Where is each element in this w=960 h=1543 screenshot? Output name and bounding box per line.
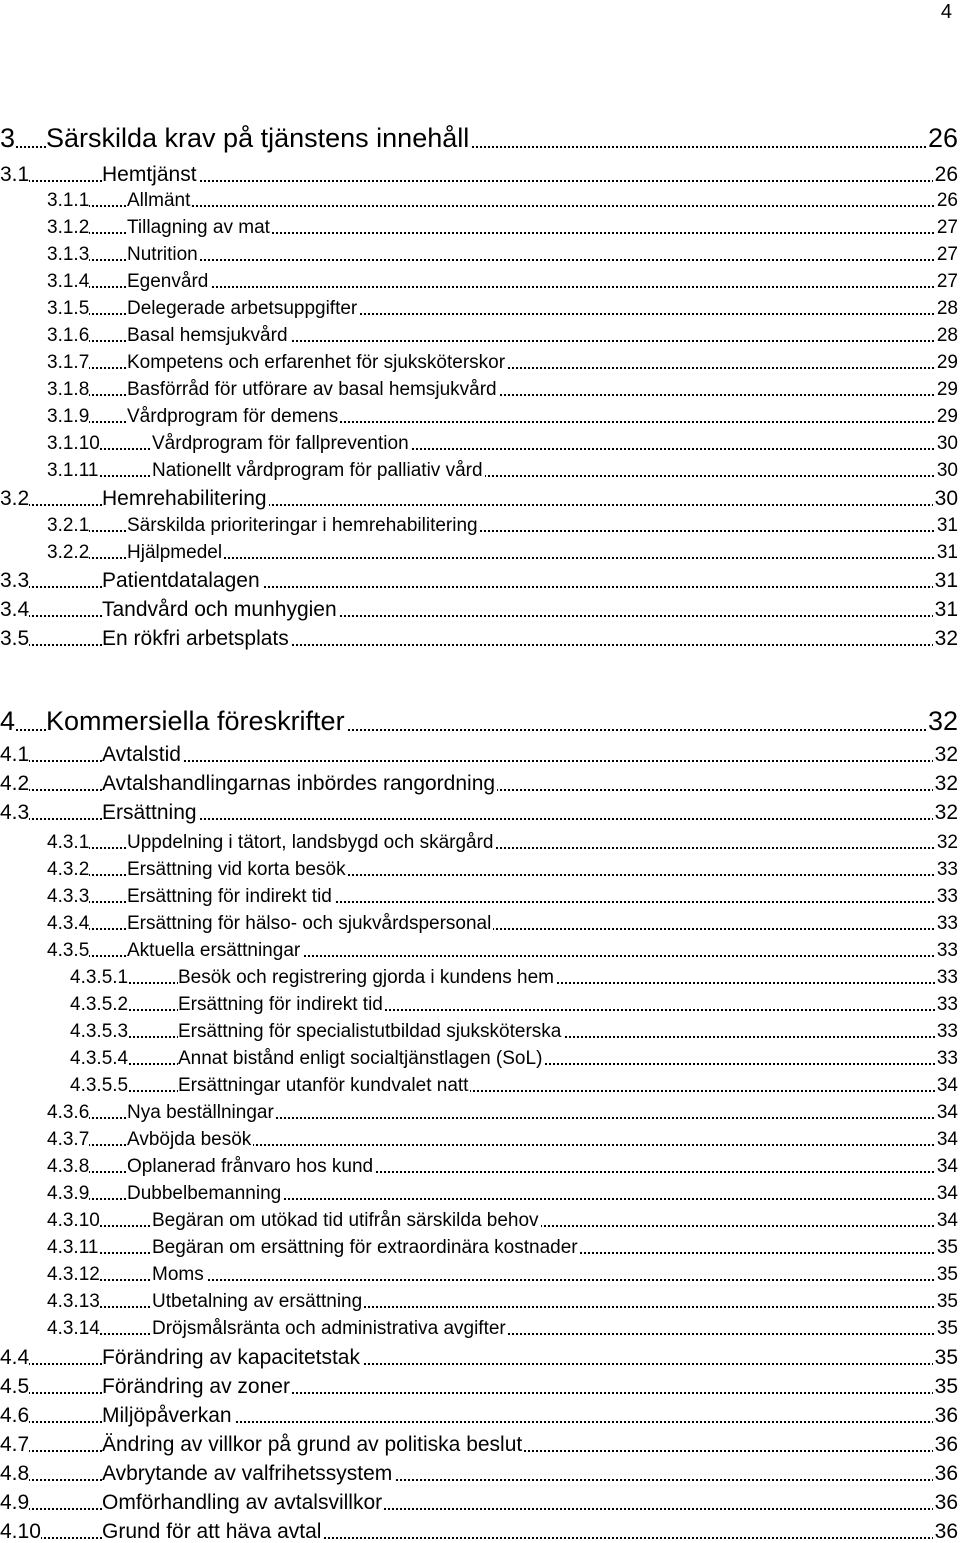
toc-entry[interactable] — [47, 423, 958, 453]
page-reference: 28 — [936, 325, 958, 346]
page-reference: 34 — [936, 1075, 958, 1096]
section-title: Ersättning för indirekt tid — [178, 994, 383, 1015]
toc-entry[interactable] — [47, 505, 958, 535]
page-reference: 35 — [934, 1375, 958, 1398]
toc-entry[interactable] — [47, 450, 958, 480]
section-title: Nationellt vårdprogram för palliativ vård — [152, 460, 483, 481]
page-reference: 31 — [936, 542, 958, 563]
section-number: 4.3.2 — [47, 859, 90, 880]
section-title: Förändring av zoner — [102, 1375, 290, 1398]
section-number: 4.3.8 — [47, 1156, 90, 1177]
section-number: 3.1.2 — [47, 217, 90, 238]
page-reference: 35 — [934, 1346, 958, 1369]
toc-entry[interactable] — [0, 590, 958, 620]
section-title: Ersättning — [102, 801, 197, 824]
page-reference: 34 — [936, 1210, 958, 1231]
section-number: 3.1 — [0, 163, 30, 186]
section-number: 4.3.14 — [47, 1318, 100, 1339]
section-title: Avböjda besök — [127, 1129, 252, 1150]
section-title: Hemrehabilitering — [102, 487, 267, 510]
section-title: Vårdprogram för demens — [127, 406, 339, 427]
toc-entry[interactable] — [47, 1173, 958, 1203]
page-reference: 26 — [936, 190, 958, 211]
toc-entry[interactable] — [47, 288, 958, 318]
page-reference: 33 — [936, 913, 958, 934]
page-reference: 32 — [934, 627, 958, 650]
section-number: 4.3 — [0, 801, 30, 824]
page-reference: 32 — [927, 706, 958, 736]
section-title: Avtalstid — [102, 743, 181, 766]
section-number: 3.4 — [0, 598, 30, 621]
section-number: 3.1.9 — [47, 406, 90, 427]
section-number: 3 — [0, 123, 16, 153]
section-title: Särskilda prioriteringar i hemrehabilitering — [127, 515, 478, 536]
section-number: 3.1.7 — [47, 352, 90, 373]
page-reference: 34 — [936, 1156, 958, 1177]
page-reference: 33 — [936, 967, 958, 988]
section-title: Ersättningar utanför kundvalet natt — [178, 1075, 469, 1096]
section-number: 3.2.1 — [47, 515, 90, 536]
section-title: Nutrition — [127, 244, 198, 265]
section-number: 3.2 — [0, 487, 30, 510]
page-reference: 26 — [927, 123, 958, 153]
section-title: Patientdatalagen — [102, 569, 260, 592]
section-title: Oplanerad frånvaro hos kund — [127, 1156, 374, 1177]
page-reference: 28 — [936, 298, 958, 319]
toc-entry[interactable] — [47, 261, 958, 291]
page-reference: 33 — [936, 940, 958, 961]
section-title: Utbetalning av ersättning — [152, 1291, 363, 1312]
section-title: Annat bistånd enligt socialtjänstlagen (SoL) — [178, 1048, 543, 1069]
page-reference: 33 — [936, 886, 958, 907]
page-reference: 32 — [936, 832, 958, 853]
section-number: 4.3.7 — [47, 1129, 90, 1150]
section-title: Hjälpmedel — [127, 542, 223, 563]
section-number: 3.1.6 — [47, 325, 90, 346]
toc-entry[interactable] — [47, 342, 958, 372]
page-reference: 29 — [936, 379, 958, 400]
toc-entry[interactable] — [47, 1227, 958, 1257]
toc-entry[interactable] — [47, 207, 958, 237]
section-number: 3.1.8 — [47, 379, 90, 400]
page-reference: 36 — [934, 1462, 958, 1485]
page-reference: 32 — [934, 772, 958, 795]
section-title: Besök och registrering gjorda i kundens hem — [178, 967, 554, 988]
toc-entry[interactable] — [0, 561, 958, 591]
toc-entry[interactable] — [0, 793, 958, 823]
section-title: Tillagning av mat — [127, 217, 270, 238]
section-number: 4.3.11 — [47, 1237, 99, 1258]
page-reference: 34 — [936, 1102, 958, 1123]
section-title: Dröjsmålsränta och administrativa avgifter — [152, 1318, 506, 1339]
section-number: 4.1 — [0, 743, 30, 766]
section-title: Moms — [152, 1264, 204, 1285]
section-number: 3.1.10 — [47, 433, 100, 454]
section-number: 3.1.1 — [47, 190, 90, 211]
section-title: Kompetens och erfarenhet för sjuksköterskor — [127, 352, 506, 373]
section-title: Förändring av kapacitetstak — [102, 1346, 360, 1369]
page-reference: 36 — [934, 1404, 958, 1427]
toc-entry[interactable] — [0, 1425, 958, 1455]
section-title: Vårdprogram för fallprevention — [152, 433, 409, 454]
section-title: Ersättning för indirekt tid — [127, 886, 332, 907]
section-title: Egenvård — [127, 271, 209, 292]
section-number: 4.6 — [0, 1404, 30, 1427]
section-number: 4.10 — [0, 1520, 41, 1543]
section-title: Grund för att häva avtal — [102, 1520, 322, 1543]
section-number: 4.7 — [0, 1433, 30, 1456]
section-title: Uppdelning i tätort, landsbygd och skärgård — [127, 832, 494, 853]
toc-entry[interactable] — [0, 122, 958, 152]
toc-entry[interactable] — [0, 1396, 958, 1426]
section-number: 3.1.11 — [47, 460, 99, 481]
section-number: 3.1.3 — [47, 244, 90, 265]
section-title: Basförråd för utförare av basal hemsjukvård — [127, 379, 497, 400]
page-reference: 30 — [936, 433, 958, 454]
section-number: 4.3.12 — [47, 1264, 100, 1285]
section-title: Ersättning för specialistutbildad sjuksköterska — [178, 1021, 562, 1042]
section-number: 4.3.13 — [47, 1291, 100, 1312]
toc-entry[interactable] — [47, 180, 958, 210]
toc-entry[interactable] — [70, 984, 958, 1014]
section-title: Basal hemsjukvård — [127, 325, 288, 346]
toc-entry[interactable] — [47, 1308, 958, 1338]
section-number: 3.5 — [0, 627, 30, 650]
section-title: Nya beställningar — [127, 1102, 274, 1123]
page-reference: 33 — [936, 1048, 958, 1069]
section-number: 4.3.5 — [47, 940, 90, 961]
page-reference: 33 — [936, 859, 958, 880]
section-number: 3.2.2 — [47, 542, 90, 563]
section-title: En rökfri arbetsplats — [102, 627, 289, 650]
section-number: 4.3.5.2 — [70, 994, 129, 1015]
section-number: 4.3.5.4 — [70, 1048, 129, 1069]
page-reference: 32 — [934, 801, 958, 824]
section-title: Begäran om utökad tid utifrån särskilda behov — [152, 1210, 539, 1231]
toc-entry[interactable] — [70, 1065, 958, 1095]
toc-entry[interactable] — [0, 1454, 958, 1484]
section-title: Avtalshandlingarnas inbördes rangordning — [102, 772, 496, 795]
toc-entry[interactable] — [0, 1512, 958, 1542]
section-title: Dubbelbemanning — [127, 1183, 282, 1204]
page-reference: 26 — [934, 163, 958, 186]
section-title: Ändring av villkor på grund av politiska beslut — [102, 1433, 523, 1456]
toc-entry[interactable] — [47, 234, 958, 264]
page-reference: 27 — [936, 271, 958, 292]
section-number: 4.3.4 — [47, 913, 90, 934]
section-title: Allmänt — [127, 190, 191, 211]
page-reference: 29 — [936, 352, 958, 373]
toc-entry[interactable] — [47, 396, 958, 426]
section-number: 4.3.5.5 — [70, 1075, 129, 1096]
toc-entry[interactable] — [47, 876, 958, 906]
page-reference: 36 — [934, 1491, 958, 1514]
page-reference: 30 — [934, 487, 958, 510]
section-title: Tandvård och munhygien — [102, 598, 337, 621]
page-reference: 35 — [936, 1264, 958, 1285]
section-title: Särskilda krav på tjänstens innehåll — [46, 123, 470, 153]
page-reference: 34 — [936, 1183, 958, 1204]
toc-entry[interactable] — [47, 1092, 958, 1122]
toc-entry[interactable] — [47, 822, 958, 852]
toc-entry[interactable] — [47, 1254, 958, 1284]
page-reference: 29 — [936, 406, 958, 427]
page-reference: 31 — [934, 569, 958, 592]
page-reference: 36 — [934, 1520, 958, 1543]
section-number: 4.3.1 — [47, 832, 90, 853]
section-title: Hemtjänst — [102, 163, 197, 186]
toc-entry[interactable] — [47, 930, 958, 960]
section-number: 4.8 — [0, 1462, 30, 1485]
page-reference: 35 — [936, 1237, 958, 1258]
toc-entry[interactable] — [0, 735, 958, 765]
section-title: Ersättning vid korta besök — [127, 859, 346, 880]
section-number: 3.1.5 — [47, 298, 90, 319]
page-reference: 31 — [934, 598, 958, 621]
page-reference: 30 — [936, 460, 958, 481]
page-reference: 32 — [934, 743, 958, 766]
toc-entry[interactable] — [47, 1281, 958, 1311]
page-reference: 33 — [936, 1021, 958, 1042]
section-number: 4.4 — [0, 1346, 30, 1369]
section-number: 4.3.6 — [47, 1102, 90, 1123]
toc-entry[interactable] — [0, 1367, 958, 1397]
toc-entry[interactable] — [0, 1483, 958, 1513]
section-number: 4.3.10 — [47, 1210, 100, 1231]
toc-entry[interactable] — [0, 764, 958, 794]
section-number: 4.5 — [0, 1375, 30, 1398]
page-reference: 36 — [934, 1433, 958, 1456]
page-reference: 33 — [936, 994, 958, 1015]
section-number: 4.3.5.3 — [70, 1021, 129, 1042]
section-title: Kommersiella föreskrifter — [46, 706, 345, 736]
toc-entry[interactable] — [0, 1338, 958, 1368]
section-number: 4.3.3 — [47, 886, 90, 907]
section-number: 4 — [0, 706, 16, 736]
page-reference: 27 — [936, 244, 958, 265]
section-number: 4.2 — [0, 772, 30, 795]
page-number: 4 — [940, 1, 952, 23]
section-number: 4.3.5.1 — [70, 967, 129, 988]
section-title: Omförhandling av avtalsvillkor — [102, 1491, 383, 1514]
toc-entry[interactable] — [47, 369, 958, 399]
toc-entry[interactable] — [0, 705, 958, 735]
toc-entry[interactable] — [47, 315, 958, 345]
section-number: 4.9 — [0, 1491, 30, 1514]
section-title: Begäran om ersättning för extraordinära kostnader — [152, 1237, 578, 1258]
toc-entry[interactable] — [47, 903, 958, 933]
section-title: Avbrytande av valfrihetssystem — [102, 1462, 393, 1485]
toc-entry[interactable] — [70, 957, 958, 987]
page-reference: 27 — [936, 217, 958, 238]
toc-entry[interactable] — [70, 1011, 958, 1041]
toc-entry[interactable] — [47, 849, 958, 879]
page-reference: 35 — [936, 1291, 958, 1312]
toc-entry[interactable] — [47, 1200, 958, 1230]
section-title: Miljöpåverkan — [102, 1404, 232, 1427]
toc-entry[interactable] — [70, 1038, 958, 1068]
section-number: 3.3 — [0, 569, 30, 592]
section-title: Delegerade arbetsuppgifter — [127, 298, 358, 319]
toc-entry[interactable] — [47, 1119, 958, 1149]
toc-entry[interactable] — [47, 532, 958, 562]
section-title: Ersättning för hälso- och sjukvårdspersonal — [127, 913, 492, 934]
section-title: Aktuella ersättningar — [127, 940, 301, 961]
toc-entry[interactable] — [0, 619, 958, 649]
toc-entry[interactable] — [47, 1146, 958, 1176]
section-number: 4.3.9 — [47, 1183, 90, 1204]
page-reference: 34 — [936, 1129, 958, 1150]
section-number: 3.1.4 — [47, 271, 90, 292]
page-reference: 31 — [936, 515, 958, 536]
page-reference: 35 — [936, 1318, 958, 1339]
